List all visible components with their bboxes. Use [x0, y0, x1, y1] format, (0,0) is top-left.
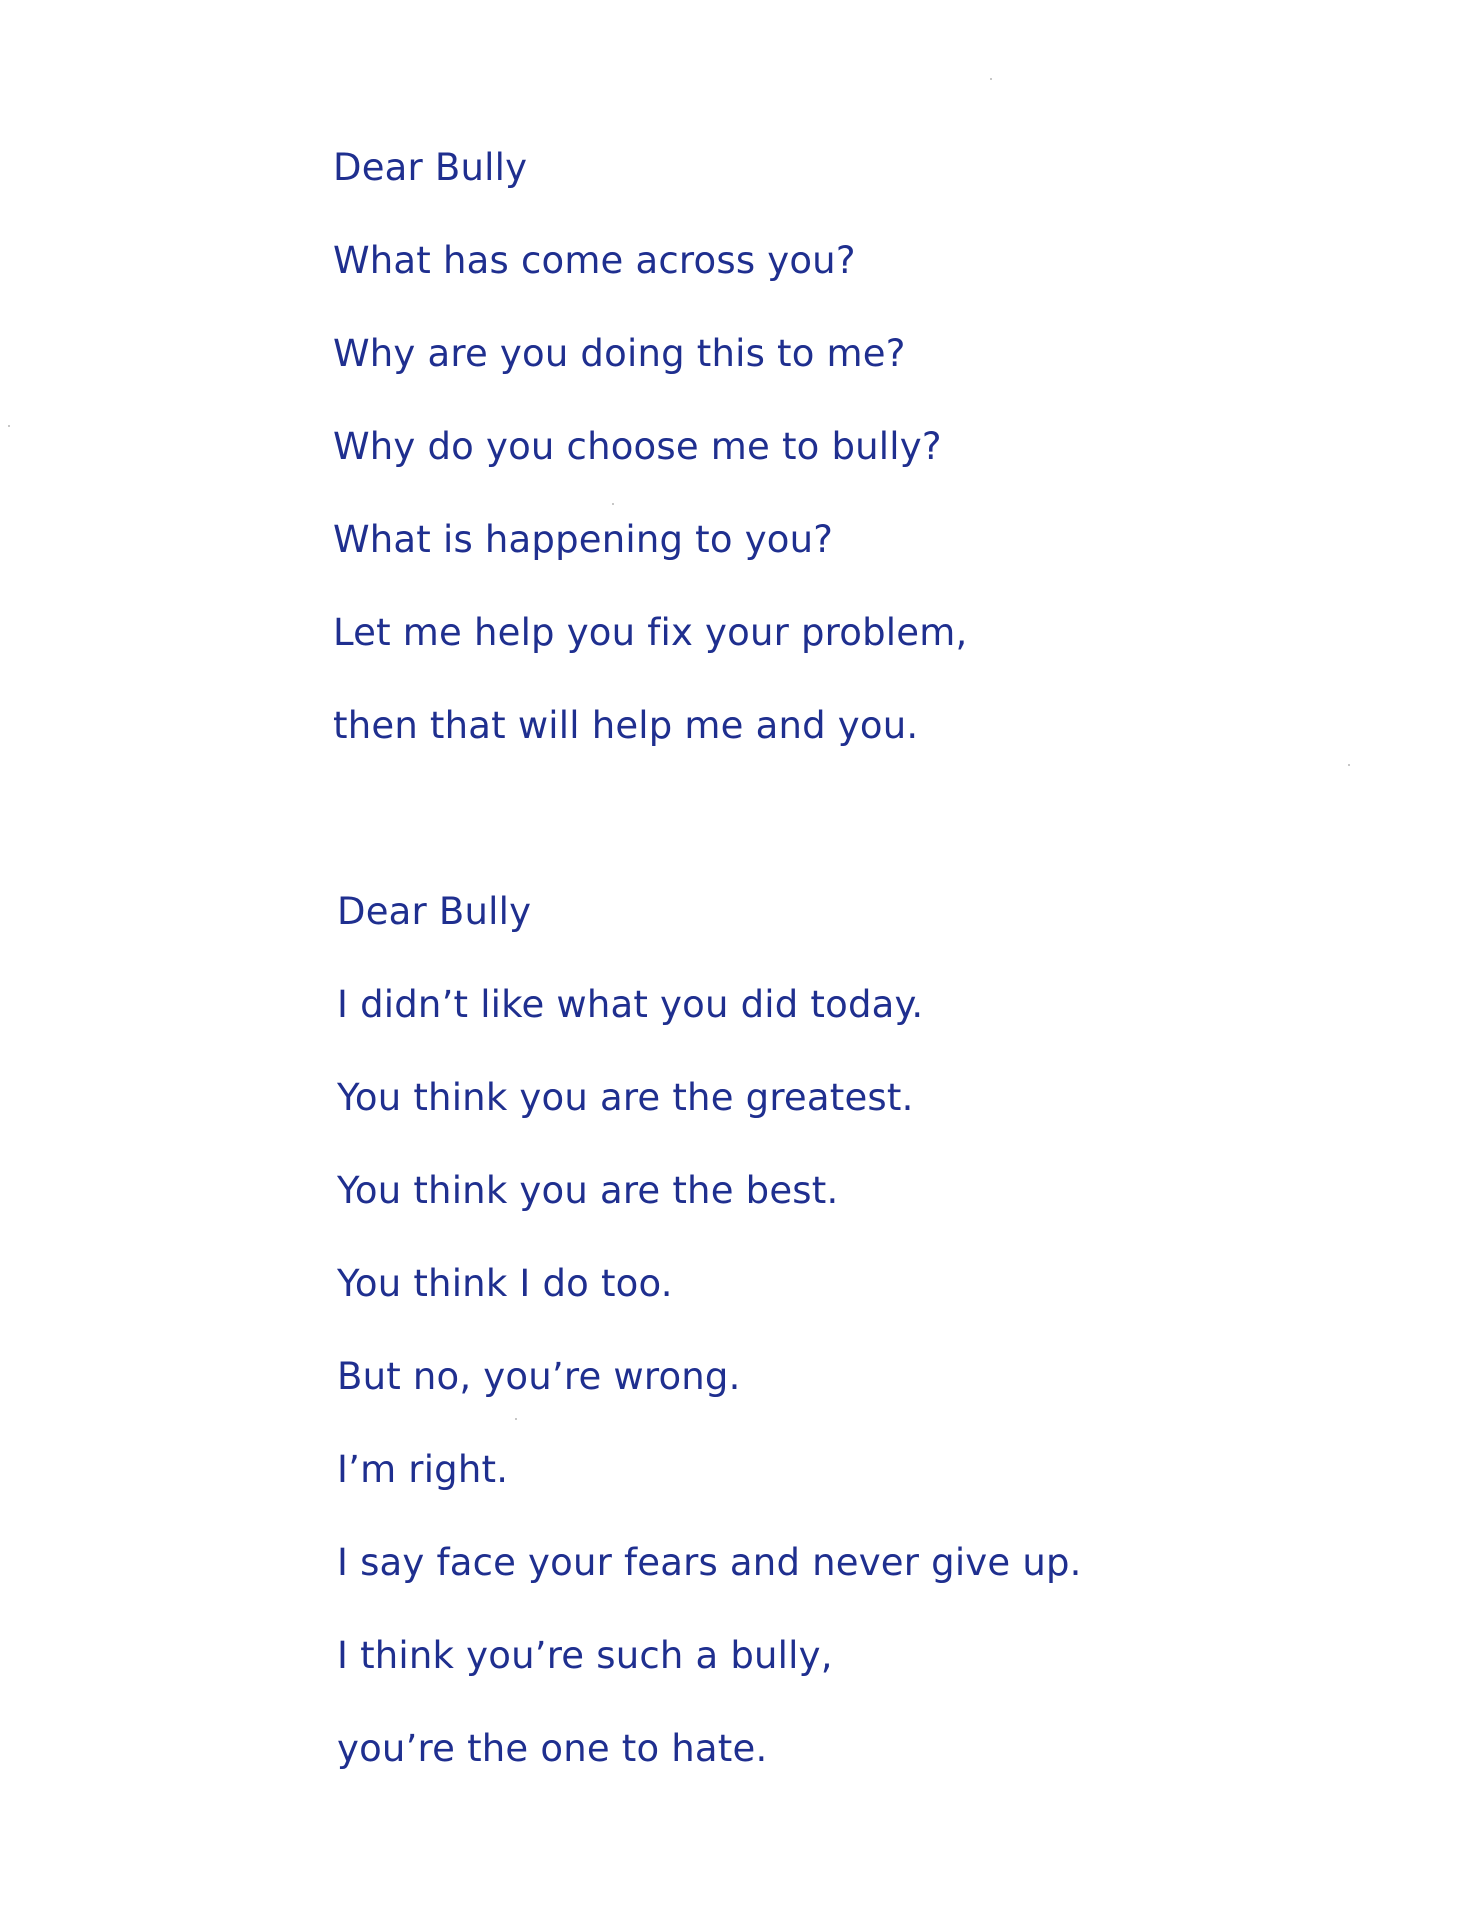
poem-line: you’re the one to hate. [337, 1727, 768, 1770]
poem-line: then that will help me and you. [333, 704, 919, 747]
poem-line: Let me help you fix your problem, [333, 611, 968, 654]
poem-line: Why are you doing this to me? [333, 332, 906, 375]
scan-speck [990, 78, 992, 80]
poem-line: I think you’re such a bully, [337, 1634, 833, 1677]
scan-speck [1348, 764, 1350, 766]
scan-speck [8, 425, 10, 427]
poem-line: You think you are the greatest. [337, 1076, 914, 1119]
poem-line: Why do you choose me to bully? [333, 425, 942, 468]
scan-speck [515, 1418, 517, 1420]
poem-greeting: Dear Bully [333, 146, 528, 189]
poem-line: You think you are the best. [337, 1169, 839, 1212]
poem-line: I’m right. [337, 1448, 509, 1491]
poem-greeting: Dear Bully [337, 890, 532, 933]
scan-speck [612, 503, 614, 505]
poem-line: I say face your fears and never give up. [337, 1541, 1082, 1584]
poem-line: But no, you’re wrong. [337, 1355, 741, 1398]
poem-second [337, 865, 1337, 1795]
poem-line: You think I do too. [337, 1262, 673, 1305]
poem-line: What is happening to you? [333, 518, 834, 561]
poem-line: I didn’t like what you did today. [337, 983, 924, 1026]
poem-first [333, 121, 1333, 772]
poem-line: What has come across you? [333, 239, 856, 282]
